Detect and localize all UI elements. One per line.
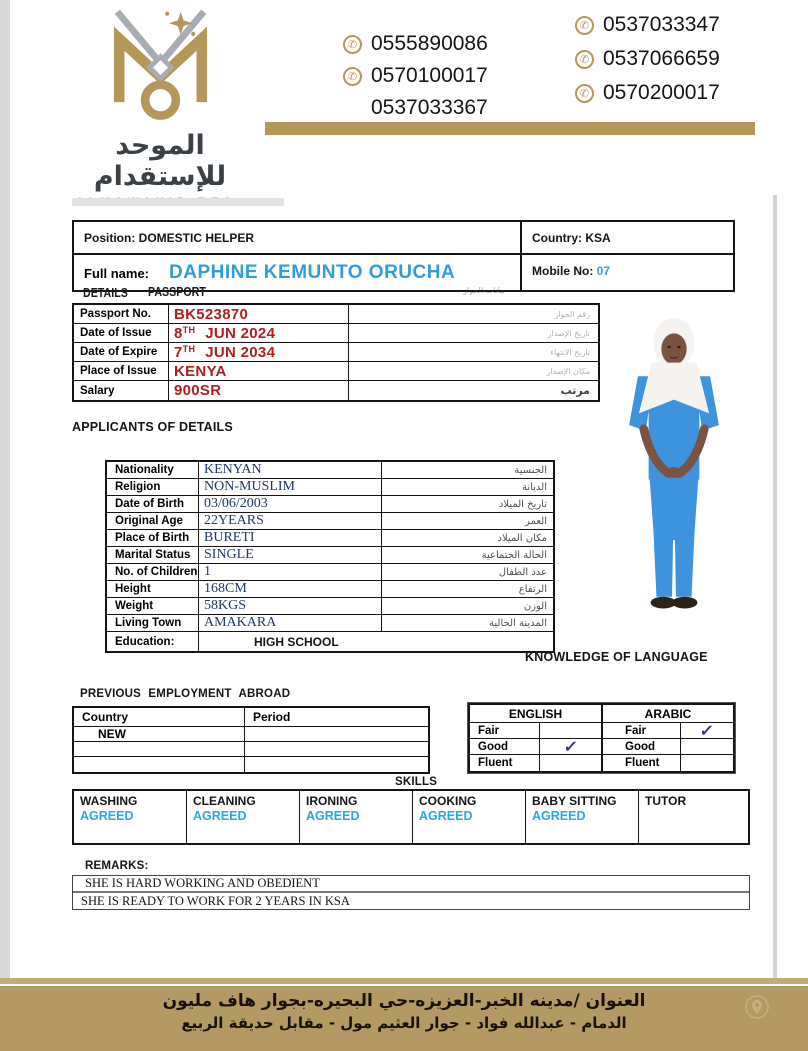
field-value: 8 TH JUN 2024 bbox=[169, 324, 349, 342]
field-value: NON-MUSLIM bbox=[199, 479, 382, 495]
skill-cell bbox=[300, 791, 413, 843]
footer-address-bar bbox=[0, 986, 808, 1051]
field-value: KENYAN bbox=[199, 462, 382, 478]
table-row bbox=[107, 547, 553, 564]
country-cell: NEW bbox=[74, 727, 245, 741]
applicant-details-table bbox=[105, 460, 555, 653]
table-row bbox=[74, 343, 598, 362]
table-row bbox=[107, 530, 553, 547]
field-arabic-label: مكان الميلاد bbox=[497, 532, 547, 544]
checkbox-cell bbox=[540, 739, 603, 754]
skill-status: AGREED bbox=[306, 809, 360, 823]
footer-address-line-2: الدمام - عبدالله فواد - جوار العثيم مول - مقابل حديقة الربيع bbox=[181, 1014, 627, 1032]
footer-address-line-1: العنوان /مدينه الخبر-العزيزه-حي البحيره-بجوار هاف مليون bbox=[162, 991, 646, 1011]
table-row bbox=[74, 381, 598, 400]
education-value: HIGH SCHOOL bbox=[254, 634, 339, 649]
field-label: Date of Birth bbox=[107, 496, 199, 512]
level-label: Good bbox=[470, 739, 540, 754]
language-table bbox=[468, 703, 735, 773]
logo-monogram-icon bbox=[98, 6, 223, 128]
phone-number: 0570200017 bbox=[603, 81, 720, 104]
phone-row bbox=[343, 92, 488, 124]
applicant-details-heading: APPLICANTS OF DETAILS bbox=[72, 420, 233, 434]
field-arabic-label: عدد الطفال bbox=[498, 566, 547, 578]
level-label: Fluent bbox=[470, 755, 540, 771]
phone-number: 0537033367 bbox=[371, 96, 488, 119]
table-row bbox=[74, 324, 598, 343]
checkmark-icon: ✓ bbox=[562, 738, 579, 756]
position-cell bbox=[74, 222, 522, 253]
skill-cell bbox=[413, 791, 526, 843]
country-label: Country: bbox=[532, 231, 586, 245]
logo-arabic-name: الموحد للإستقدام bbox=[93, 130, 227, 192]
fullname-label: Full name: bbox=[84, 266, 150, 281]
checkmark-icon: ✓ bbox=[699, 722, 715, 740]
table-row bbox=[107, 513, 553, 530]
phone-list-right bbox=[575, 8, 720, 110]
field-arabic-label: مرتب bbox=[560, 384, 590, 397]
phone-icon: ✆ bbox=[575, 84, 594, 103]
skill-cell bbox=[639, 791, 748, 843]
table-row bbox=[107, 581, 553, 598]
skills-heading: SKILLS bbox=[395, 776, 438, 788]
checkbox-cell bbox=[540, 755, 603, 771]
field-value: 7 TH JUN 2034 bbox=[169, 343, 349, 361]
page-left-edge bbox=[0, 0, 10, 1051]
skill-name: BABY SITTING bbox=[532, 794, 617, 808]
remarks-heading: REMARKS: bbox=[85, 860, 149, 872]
phone-row bbox=[343, 28, 488, 60]
passport-label: PASSPORT bbox=[148, 284, 206, 299]
table-row bbox=[107, 479, 553, 496]
table-row bbox=[74, 727, 428, 742]
table-row bbox=[107, 598, 553, 615]
education-label: Education: bbox=[107, 632, 199, 651]
passport-table bbox=[72, 303, 600, 402]
field-label: Date of Issue bbox=[74, 324, 169, 342]
field-value: 900SR bbox=[169, 381, 349, 400]
field-label: Weight bbox=[107, 598, 199, 614]
applicant-photo bbox=[598, 306, 750, 628]
phone-row bbox=[575, 8, 720, 42]
skill-status: AGREED bbox=[532, 809, 586, 823]
table-row bbox=[74, 222, 733, 255]
field-value: BK523870 bbox=[169, 305, 349, 323]
level-label: Good bbox=[603, 739, 681, 754]
field-label: Religion bbox=[107, 479, 199, 495]
checkbox-cell bbox=[681, 723, 733, 738]
field-value: 03/06/2003 bbox=[199, 496, 382, 512]
table-row bbox=[107, 564, 553, 581]
table-row bbox=[470, 739, 733, 755]
field-label: Height bbox=[107, 581, 199, 597]
field-value: 1 bbox=[199, 564, 382, 580]
phone-icon: ✆ bbox=[575, 50, 594, 69]
skill-cell bbox=[187, 791, 300, 843]
location-pin-icon bbox=[744, 994, 770, 1020]
phone-icon: ✆ bbox=[575, 16, 594, 35]
checkbox-cell bbox=[681, 755, 733, 771]
fullname-value: DAPHINE KEMUNTO ORUCHA bbox=[169, 262, 456, 283]
field-arabic-label: العمر bbox=[525, 515, 547, 527]
country-cell bbox=[74, 742, 245, 756]
table-row bbox=[74, 757, 428, 772]
skill-name: COOKING bbox=[419, 794, 477, 808]
field-arabic-label: الرتفاع bbox=[518, 583, 547, 595]
skill-status: AGREED bbox=[419, 809, 473, 823]
phone-number: 0537066659 bbox=[603, 47, 720, 70]
mobile-value: 07 bbox=[596, 264, 611, 278]
phone-list-left bbox=[343, 28, 488, 124]
level-label: Fluent bbox=[603, 755, 681, 771]
skill-status: AGREED bbox=[80, 809, 134, 823]
field-value: AMAKARA bbox=[199, 615, 382, 631]
applicant-figure bbox=[598, 306, 750, 628]
field-value: BURETI bbox=[199, 530, 382, 546]
passport-arabic-note: بيانات الجواز bbox=[463, 286, 505, 295]
field-label: Salary bbox=[74, 381, 169, 400]
position-label: Position: bbox=[84, 231, 139, 245]
field-label: Place of Issue bbox=[74, 362, 169, 380]
phone-row bbox=[575, 76, 720, 110]
remark-line: SHE IS READY TO WORK FOR 2 YEARS IN KSA bbox=[81, 893, 350, 908]
country-cell bbox=[74, 757, 245, 772]
level-label: Fair bbox=[603, 723, 681, 738]
field-arabic-label: المدينة الحالية bbox=[489, 617, 547, 629]
country-column-header: Country bbox=[74, 708, 245, 726]
header-gold-bar bbox=[265, 122, 755, 135]
phone-icon: ✆ bbox=[343, 67, 362, 86]
field-value: KENYA bbox=[169, 362, 349, 380]
field-value: SINGLE bbox=[199, 547, 382, 563]
skill-name: WASHING bbox=[80, 794, 138, 808]
remark-line: SHE IS HARD WORKING AND OBEDIENT bbox=[73, 876, 749, 893]
language-heading: KNOWLEDGE OF LANGUAGE bbox=[525, 650, 708, 664]
skill-name: TUTOR bbox=[645, 794, 687, 808]
period-column-header: Period bbox=[253, 710, 291, 724]
position-value: DOMESTIC HELPER bbox=[138, 231, 255, 245]
page-right-edge-line bbox=[773, 195, 777, 985]
skill-name: IRONING bbox=[306, 794, 358, 808]
phone-number: 0537033347 bbox=[603, 13, 720, 36]
table-row bbox=[74, 362, 598, 381]
field-label: Original Age bbox=[107, 513, 199, 529]
phone-number: 0570100017 bbox=[371, 64, 488, 87]
field-arabic-label: مكان الإصدار bbox=[546, 366, 590, 376]
identity-table bbox=[72, 220, 735, 292]
mobile-label: Mobile No: bbox=[532, 264, 597, 278]
field-label: Marital Status bbox=[107, 547, 199, 563]
field-value: 168CM bbox=[199, 581, 382, 597]
agency-logo bbox=[60, 6, 260, 208]
field-arabic-label: الوزن bbox=[523, 600, 547, 612]
table-row bbox=[107, 496, 553, 513]
field-label: Date of Expire bbox=[74, 343, 169, 361]
table-row bbox=[470, 755, 733, 771]
table-row bbox=[74, 742, 428, 757]
skill-status: AGREED bbox=[193, 809, 247, 823]
field-value: 22YEARS bbox=[199, 513, 382, 529]
language-column-header: ARABIC bbox=[644, 706, 692, 721]
employment-table bbox=[72, 706, 430, 774]
passport-section-header bbox=[83, 284, 723, 300]
field-arabic-label: تاريخ الميلاد bbox=[498, 498, 547, 510]
field-label: Nationality bbox=[107, 462, 199, 478]
field-arabic-label: الحالة الجتماعية bbox=[481, 549, 547, 561]
country-value: KSA bbox=[585, 231, 611, 245]
table-row bbox=[107, 615, 553, 632]
skill-cell bbox=[526, 791, 639, 843]
field-label: No. of Children bbox=[107, 564, 199, 580]
redacted-text-bar bbox=[72, 198, 284, 206]
field-label: Place of Birth bbox=[107, 530, 199, 546]
skill-name: CLEANING bbox=[193, 794, 256, 808]
phone-icon: ✆ bbox=[343, 35, 362, 54]
table-row bbox=[107, 462, 553, 479]
field-arabic-label: رقم الجواز bbox=[554, 309, 590, 319]
table-header-row bbox=[470, 705, 733, 723]
level-label: Fair bbox=[470, 723, 540, 738]
phone-row bbox=[575, 42, 720, 76]
education-row bbox=[107, 632, 553, 651]
field-arabic-label: تاريخ الانتهاء bbox=[550, 347, 590, 357]
country-cell bbox=[522, 222, 733, 253]
field-value: 58KGS bbox=[199, 598, 382, 614]
employment-heading: PREVIOUS EMPLOYMENT ABROAD bbox=[80, 688, 291, 700]
field-label: Living Town bbox=[107, 615, 199, 631]
skill-cell bbox=[74, 791, 187, 843]
language-column-header: ENGLISH bbox=[470, 705, 603, 722]
phone-row bbox=[343, 60, 488, 92]
remarks-table bbox=[72, 875, 750, 910]
field-arabic-label: الديانة bbox=[521, 481, 547, 493]
table-header-row bbox=[74, 708, 428, 727]
checkbox-cell bbox=[540, 723, 603, 738]
field-arabic-label: تاريخ الإصدار bbox=[547, 328, 590, 338]
checkbox-cell bbox=[681, 739, 733, 754]
table-row bbox=[74, 305, 598, 324]
field-label: Passport No. bbox=[74, 305, 169, 323]
table-row bbox=[470, 723, 733, 739]
phone-number: 0555890086 bbox=[371, 32, 488, 55]
skills-table bbox=[72, 789, 750, 845]
details-label: DETAILS bbox=[83, 285, 128, 300]
field-arabic-label: الجنسية bbox=[514, 464, 547, 476]
